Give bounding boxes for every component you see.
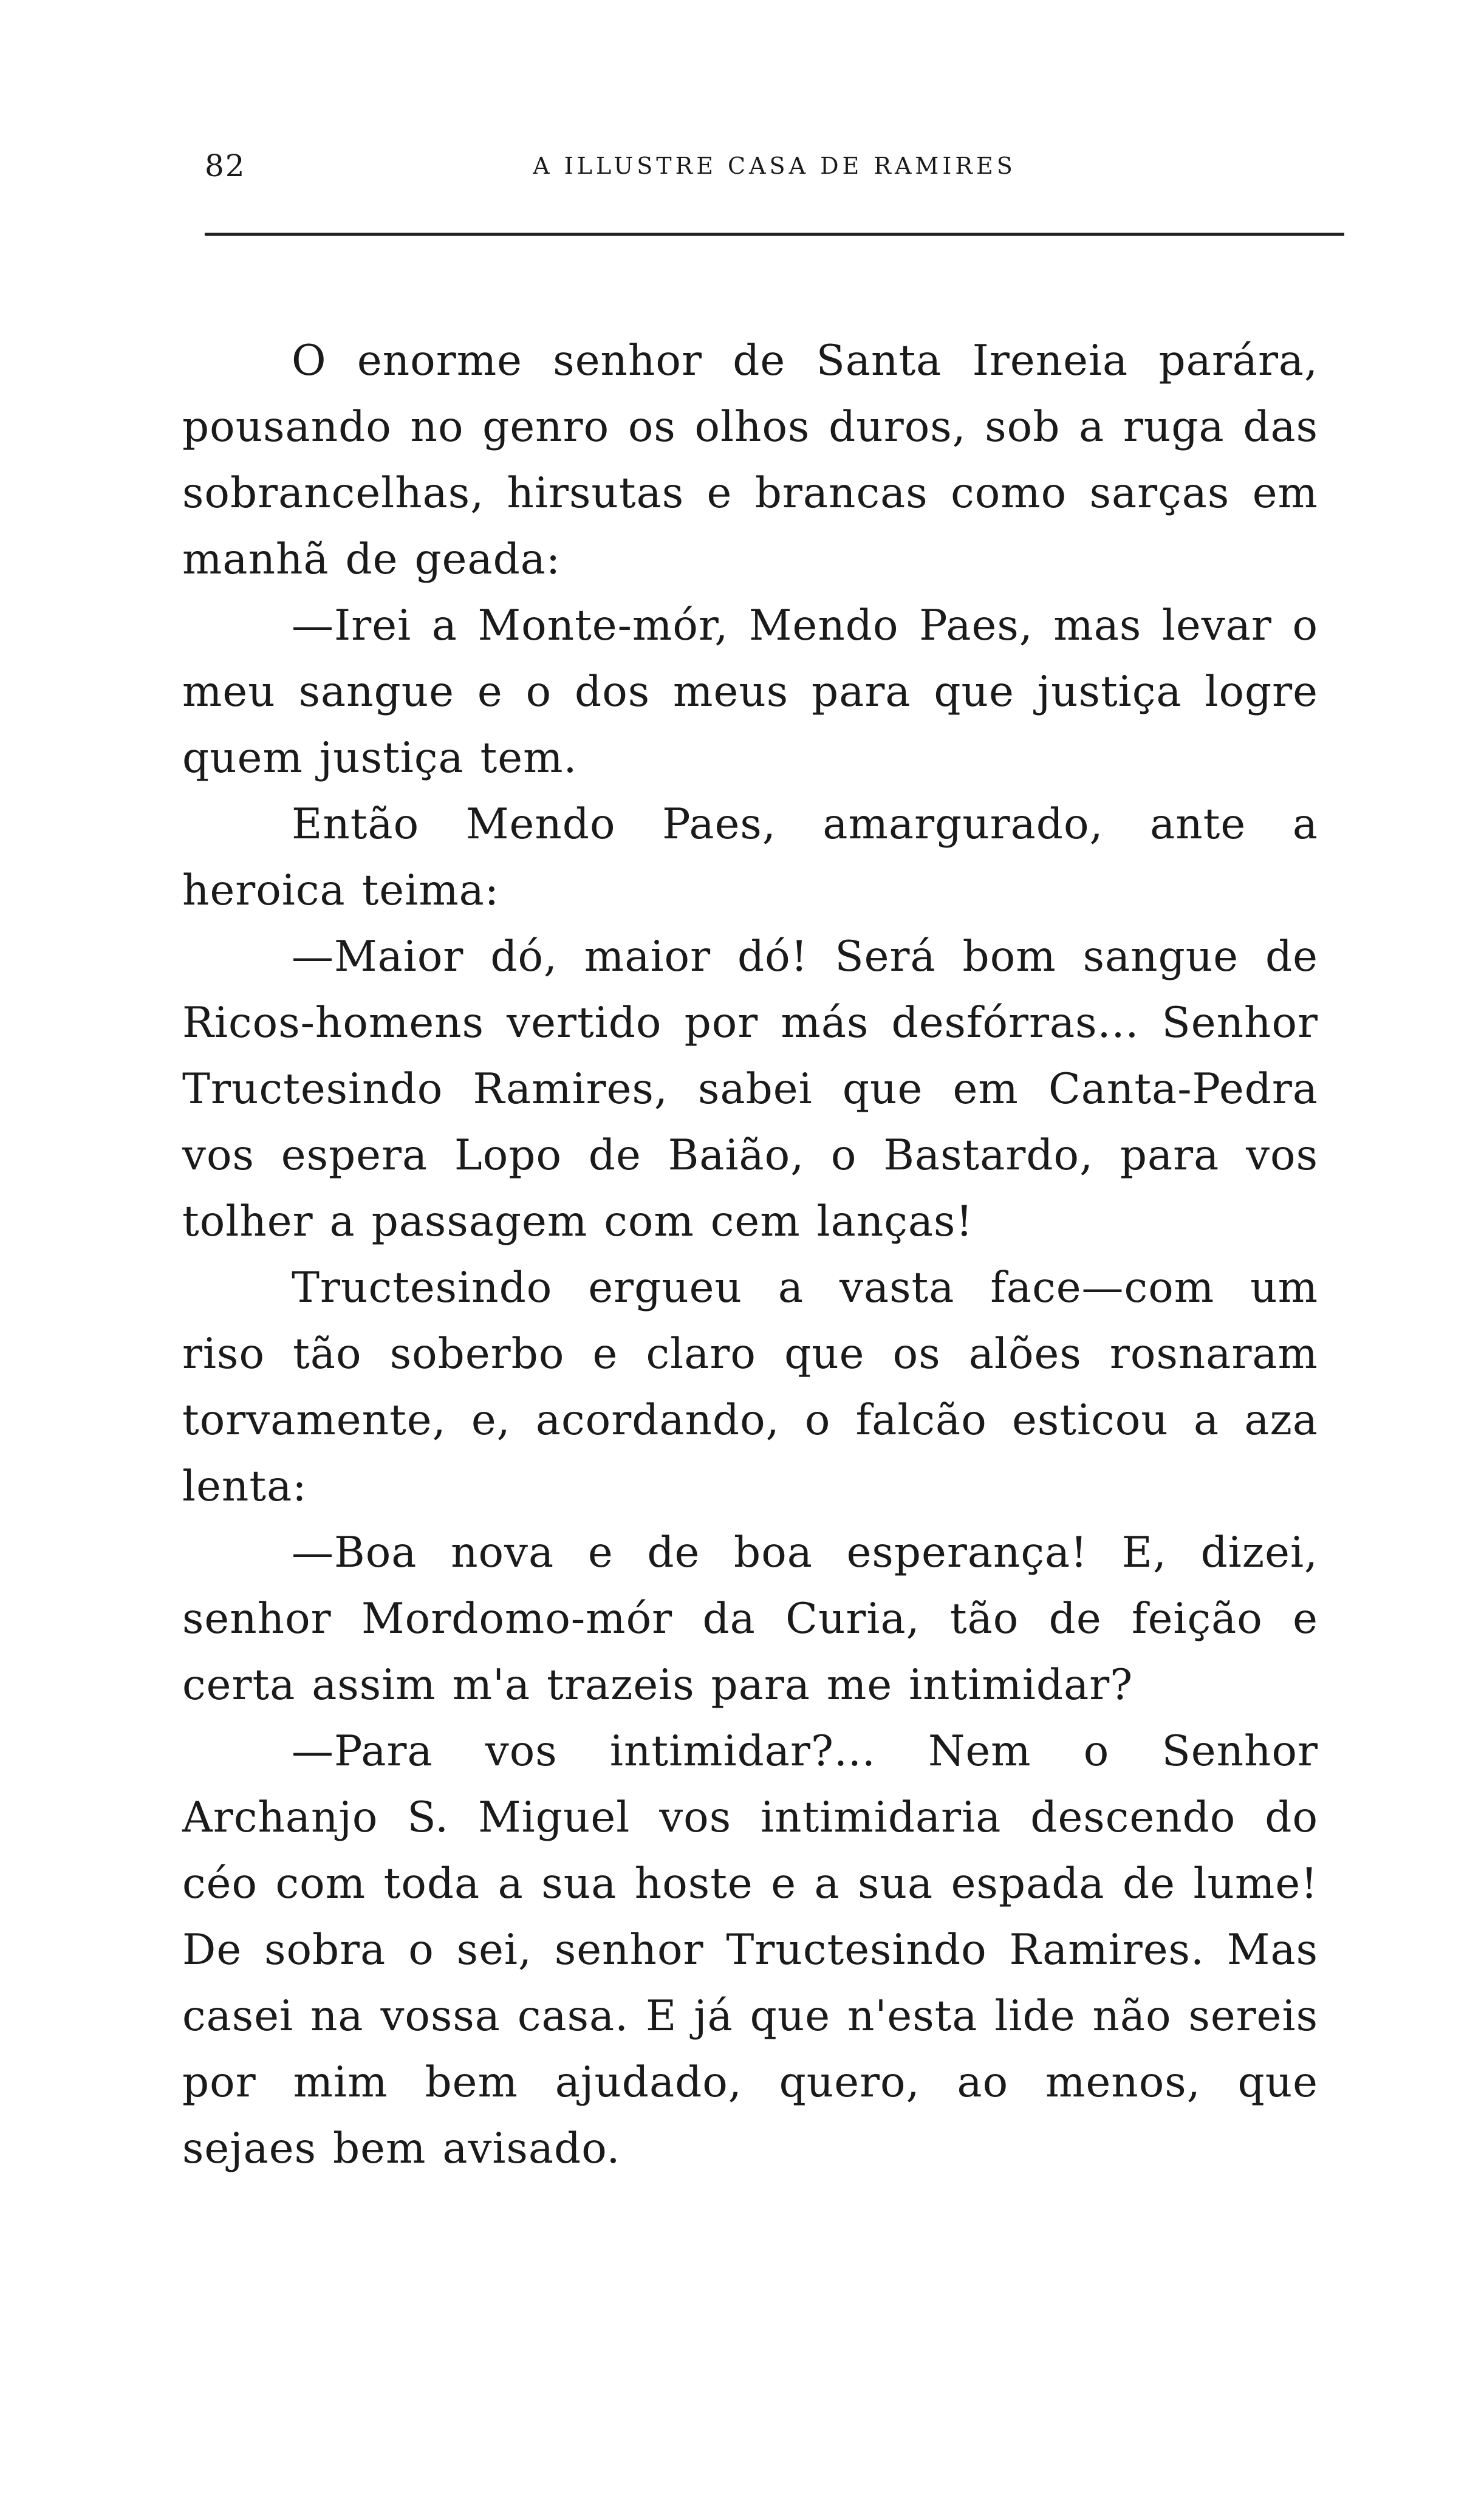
paragraph: —Para vos intimidar?... Nem o Senhor Archanjo S. Miguel vos intimidaria descendo do céo com toda a sua hoste e a sua espada de lume! De sobra o sei, senhor Tructesindo Ramires. Mas casei na vossa casa. E já que n'esta lide não sereis por mim bem ajudado, quero, ao menos, que sejaes bem avisado. xyxy=(182,1727,1318,2173)
paragraph: —Boa nova e de boa esperança! E, dizei, senhor Mordomo-mór da Curia, tão de feição e certa assim m'a trazeis para me intimidar? xyxy=(182,1528,1318,1709)
body-text xyxy=(182,328,1318,2182)
paragraph: —Irei a Monte-mór, Mendo Paes, mas levar o meu sangue e o dos meus para que justiça logre quem justiça tem. xyxy=(182,601,1318,782)
paragraph: —Maior dó, maior dó! Será bom sangue de Ricos-homens vertido por más desfórras... Senhor Tructesindo Ramires, sabei que em Canta-Pedra vos espera Lopo de Baião, o Bastardo, para vos tolher a passagem com cem lanças! xyxy=(182,932,1318,1246)
running-title: A ILLUSTRE CASA DE RAMIRES xyxy=(533,152,1016,179)
paragraph: O enorme senhor de Santa Ireneia parára, pousando no genro os olhos duros, sob a ruga das sobrancelhas, hirsutas e brancas como sarças em manhã de geada: xyxy=(182,337,1318,584)
running-head xyxy=(205,145,1344,187)
paragraph: Então Mendo Paes, amargurado, ante a heroica teima: xyxy=(182,800,1318,915)
header-rule xyxy=(205,233,1344,236)
paragraph: Tructesindo ergueu a vasta face—com um riso tão soberbo e claro que os alões rosnaram torvamente, e, acordando, o falcão esticou a aza lenta: xyxy=(182,1264,1318,1511)
page-number: 82 xyxy=(205,148,246,183)
